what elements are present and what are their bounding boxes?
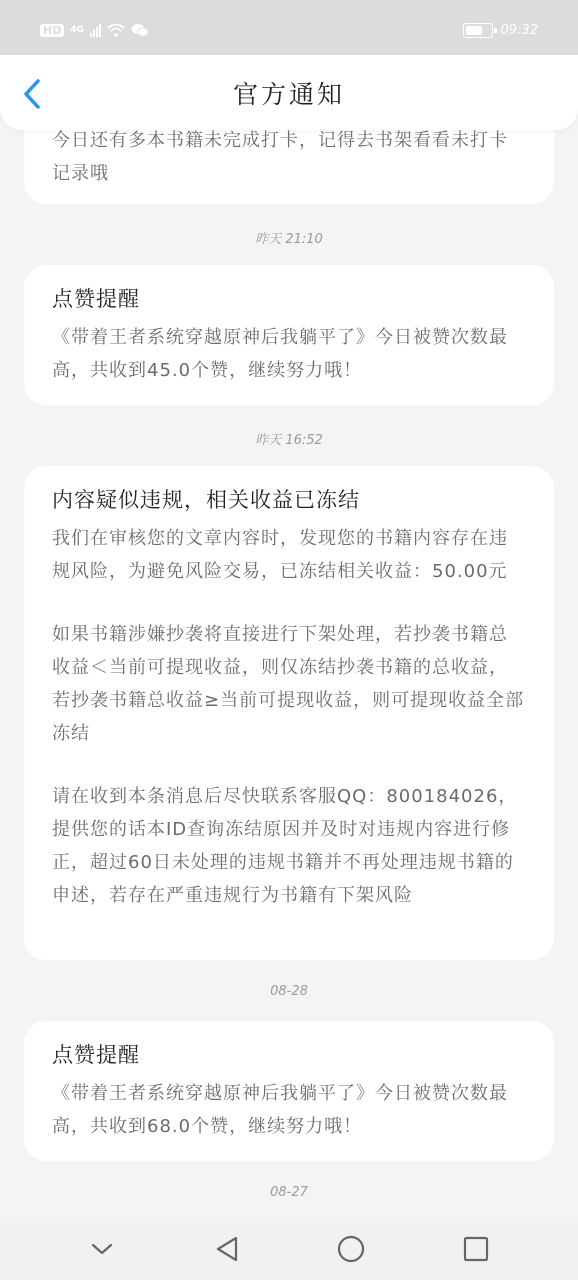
back-triangle-icon	[214, 1235, 240, 1263]
notification-paragraph: 《带着王者系统穿越原神后我躺平了》今日被赞次数最高，共收到45.0个赞，继续努力哦！	[52, 327, 508, 381]
notification-body	[52, 522, 526, 912]
notification-paragraph: 如果书籍涉嫌抄袭将直接进行下架处理，若抄袭书籍总收益＜当前可提现收益，则仅冻结抄袭书籍的总收益，若抄袭书籍总收益≥当前可提现收益，则可提现收益全部冻结	[52, 624, 525, 744]
notification-title: 点赞提醒	[52, 1043, 140, 1067]
notification-paragraph: 《带着王者系统穿越原神后我躺平了》今日被赞次数最高，共收到68.0个赞，继续努力哦！	[52, 1083, 508, 1137]
app-header	[0, 55, 578, 130]
notification-body	[52, 1077, 526, 1143]
page-title: 官方通知	[232, 79, 345, 109]
notification-paragraph: 请在收到本条消息后尽快联系客服QQ：800184026，提供您的话本ID查询冻结原因并及时对违规内容进行修正，超过60日未处理的违规书籍并不再处理违规书籍的申述，若存在严重违规行为书籍有下架风险	[52, 786, 518, 906]
timestamp: 昨天 21:10	[255, 232, 323, 247]
clock: 09:32	[500, 22, 538, 38]
timestamp: 08-27	[270, 1185, 308, 1200]
notification-body	[52, 124, 526, 190]
chevron-left-icon	[18, 77, 48, 111]
timestamp: 08-28	[270, 984, 308, 999]
hd-badge: HD	[40, 24, 64, 37]
notification-paragraph: 我们在审核您的文章内容时，发现您的书籍内容存在违规风险，为避免风险交易，已冻结相关收益：50.00元	[52, 528, 508, 582]
notification-card[interactable]	[24, 265, 554, 405]
nav-back-button[interactable]	[207, 1229, 247, 1269]
notification-body	[52, 321, 526, 387]
notification-paragraph: 今日还有多本书籍未完成打卡，记得去书架看看未打卡记录哦	[52, 130, 508, 184]
hide-nav-button[interactable]	[82, 1229, 122, 1269]
timestamp: 昨天 16:52	[255, 433, 323, 448]
network-type: 4G	[70, 25, 84, 35]
back-button[interactable]	[18, 77, 48, 111]
recents-square-icon	[463, 1236, 489, 1262]
notification-title: 内容疑似违规，相关收益已冻结	[52, 488, 360, 512]
nav-recents-button[interactable]	[456, 1229, 496, 1269]
notification-card[interactable]	[24, 466, 554, 960]
notification-card[interactable]	[24, 1021, 554, 1161]
system-nav-bar	[0, 1218, 578, 1280]
chevron-down-icon	[90, 1241, 114, 1257]
nav-home-button[interactable]	[331, 1229, 371, 1269]
home-circle-icon	[337, 1235, 365, 1263]
notification-title: 点赞提醒	[52, 287, 140, 311]
